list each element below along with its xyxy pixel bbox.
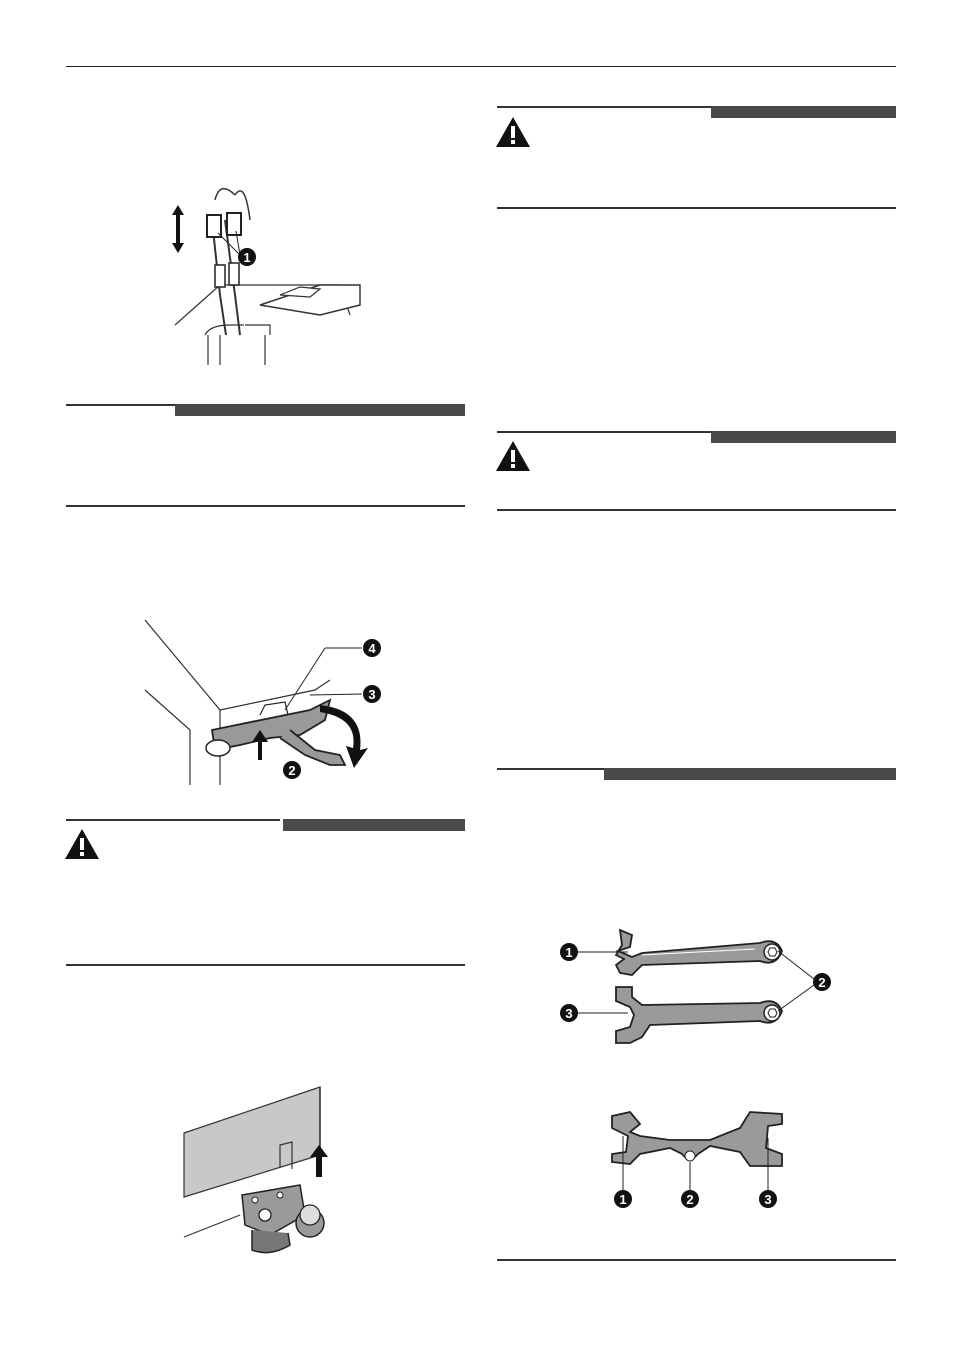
callout-2 xyxy=(681,1190,699,1208)
svg-text:3: 3 xyxy=(565,1006,573,1021)
callout-3 xyxy=(363,685,381,703)
svg-text:3: 3 xyxy=(764,1192,772,1207)
svg-text:1: 1 xyxy=(243,250,251,265)
callout-2 xyxy=(813,973,831,991)
wrench-upper xyxy=(616,930,782,975)
warning-triangle-icon xyxy=(495,116,531,148)
svg-text:4: 4 xyxy=(368,641,376,656)
svg-text:2: 2 xyxy=(818,975,826,990)
figure-leveling-foot xyxy=(180,1085,360,1265)
callout-2 xyxy=(283,761,301,779)
section-rule xyxy=(66,505,465,507)
wrench-lower xyxy=(616,987,782,1043)
warning-triangle-icon xyxy=(495,440,531,472)
svg-text:1: 1 xyxy=(565,945,573,960)
section-rule xyxy=(497,509,896,511)
svg-text:3: 3 xyxy=(368,687,376,702)
warning-header-left xyxy=(66,819,465,831)
page-top-rule xyxy=(66,66,896,67)
updown-arrow-icon xyxy=(172,205,184,253)
callout-1 xyxy=(614,1190,632,1208)
svg-text:1: 1 xyxy=(619,1192,627,1207)
section-rule xyxy=(497,207,896,209)
figure-wrenches-pair xyxy=(550,925,840,1050)
figure-bracket-assembly xyxy=(140,620,400,790)
figure-hose-connectors xyxy=(160,185,390,370)
callout-1 xyxy=(238,248,256,266)
figure-combination-wrench xyxy=(600,1108,790,1208)
section-rule xyxy=(66,964,465,966)
callout-3 xyxy=(560,1004,578,1022)
warning-header-right-2 xyxy=(497,431,896,443)
callout-3 xyxy=(759,1190,777,1208)
svg-text:2: 2 xyxy=(686,1192,694,1207)
section-rule xyxy=(497,1259,896,1261)
callout-4 xyxy=(363,639,381,657)
section-header-right-3 xyxy=(497,768,896,780)
section-header-left-1 xyxy=(66,404,465,416)
svg-text:2: 2 xyxy=(288,763,296,778)
warning-header-right-1 xyxy=(497,106,896,118)
warning-triangle-icon xyxy=(64,828,100,860)
callout-1 xyxy=(560,943,578,961)
